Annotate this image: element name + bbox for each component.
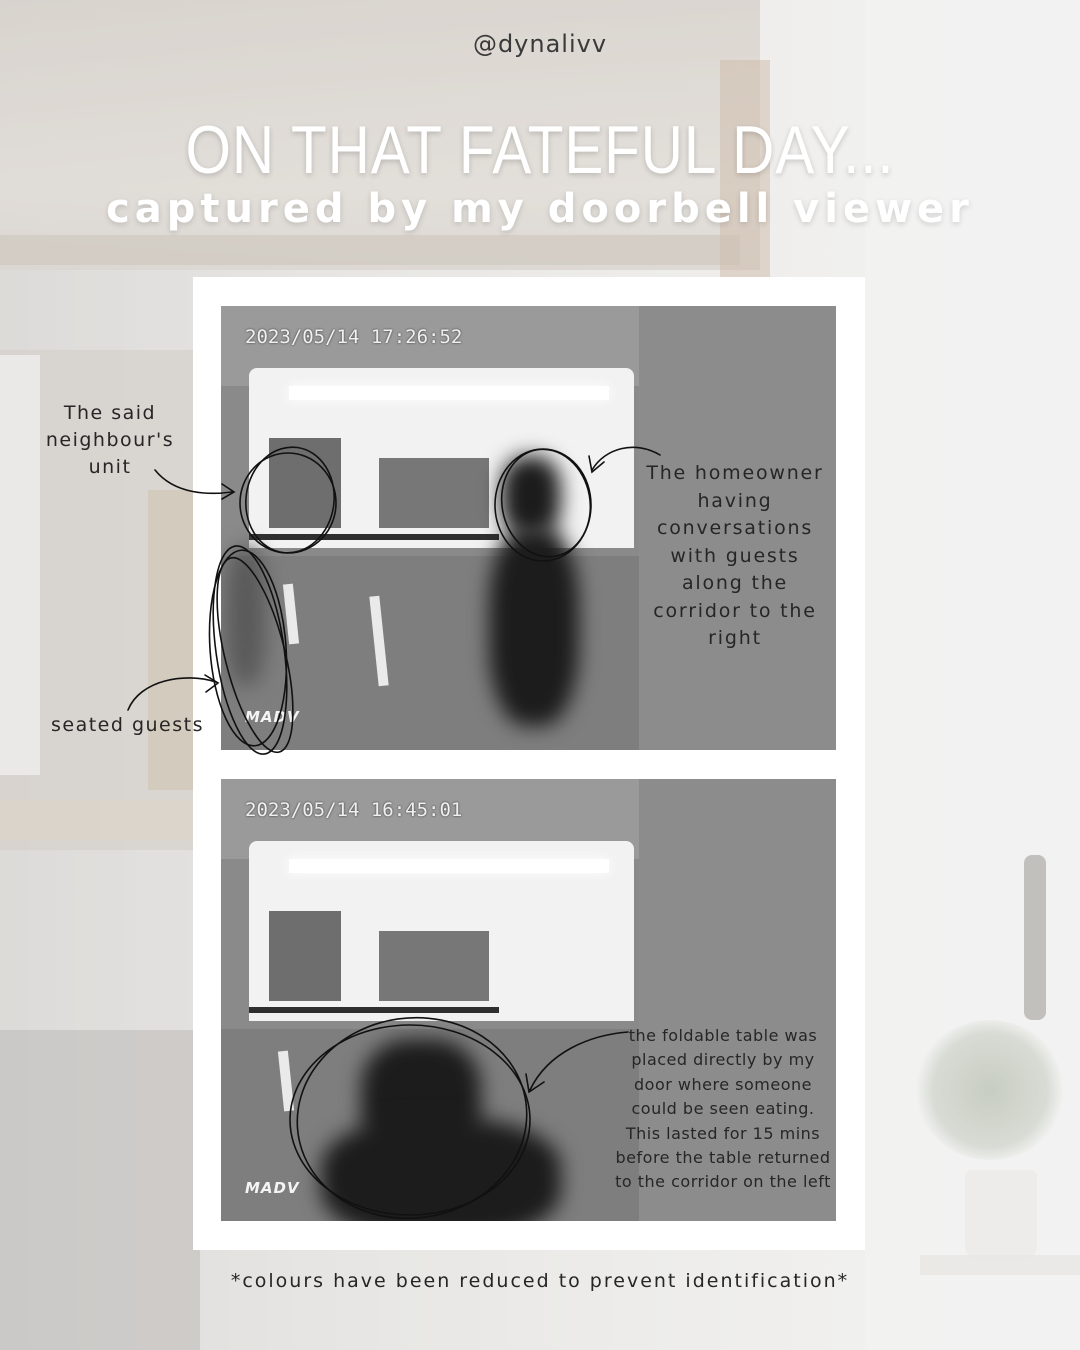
annotation-foldable-table: the foldable table was placed directly by my door where someone could be seen eating. This lasted for 15 mins before the table returned to the corridor on the left (615, 1026, 831, 1192)
blurred-person-body (489, 526, 579, 726)
footer-disclaimer: *colours have been reduced to prevent identification* (230, 1270, 850, 1292)
page-title: ON THAT FATEFUL DAY... (185, 112, 895, 188)
opposite-unit-window (249, 841, 634, 1021)
unit-interior (379, 458, 489, 528)
ceiling-light (289, 386, 609, 400)
timestamp: 2023/05/14 16:45:01 (245, 799, 463, 821)
neighbour-unit-interior (269, 438, 341, 528)
camera-logo: MADV (245, 708, 300, 726)
annotation-seated-guests: seated guests (50, 714, 204, 736)
unit-interior (379, 931, 489, 1001)
account-handle: @dynalivv (472, 30, 608, 58)
camera-logo: MADV (245, 1179, 300, 1197)
page-subtitle: captured by my doorbell viewer (106, 186, 974, 232)
opposite-unit-window (249, 368, 634, 548)
timestamp: 2023/05/14 17:26:52 (245, 326, 463, 348)
blurred-seated-guests (226, 546, 266, 686)
corridor-railing (249, 534, 499, 540)
ceiling-light (289, 859, 609, 873)
annotation-neighbour-unit: The said neighbour's unit (45, 402, 175, 478)
annotation-homeowner: The homeowner having conversations with guests along the corridor to the right (646, 462, 824, 649)
corridor-railing (249, 1007, 499, 1013)
blurred-person-body (321, 1119, 561, 1221)
blurred-person-head (501, 456, 561, 536)
neighbour-unit-interior (269, 911, 341, 1001)
